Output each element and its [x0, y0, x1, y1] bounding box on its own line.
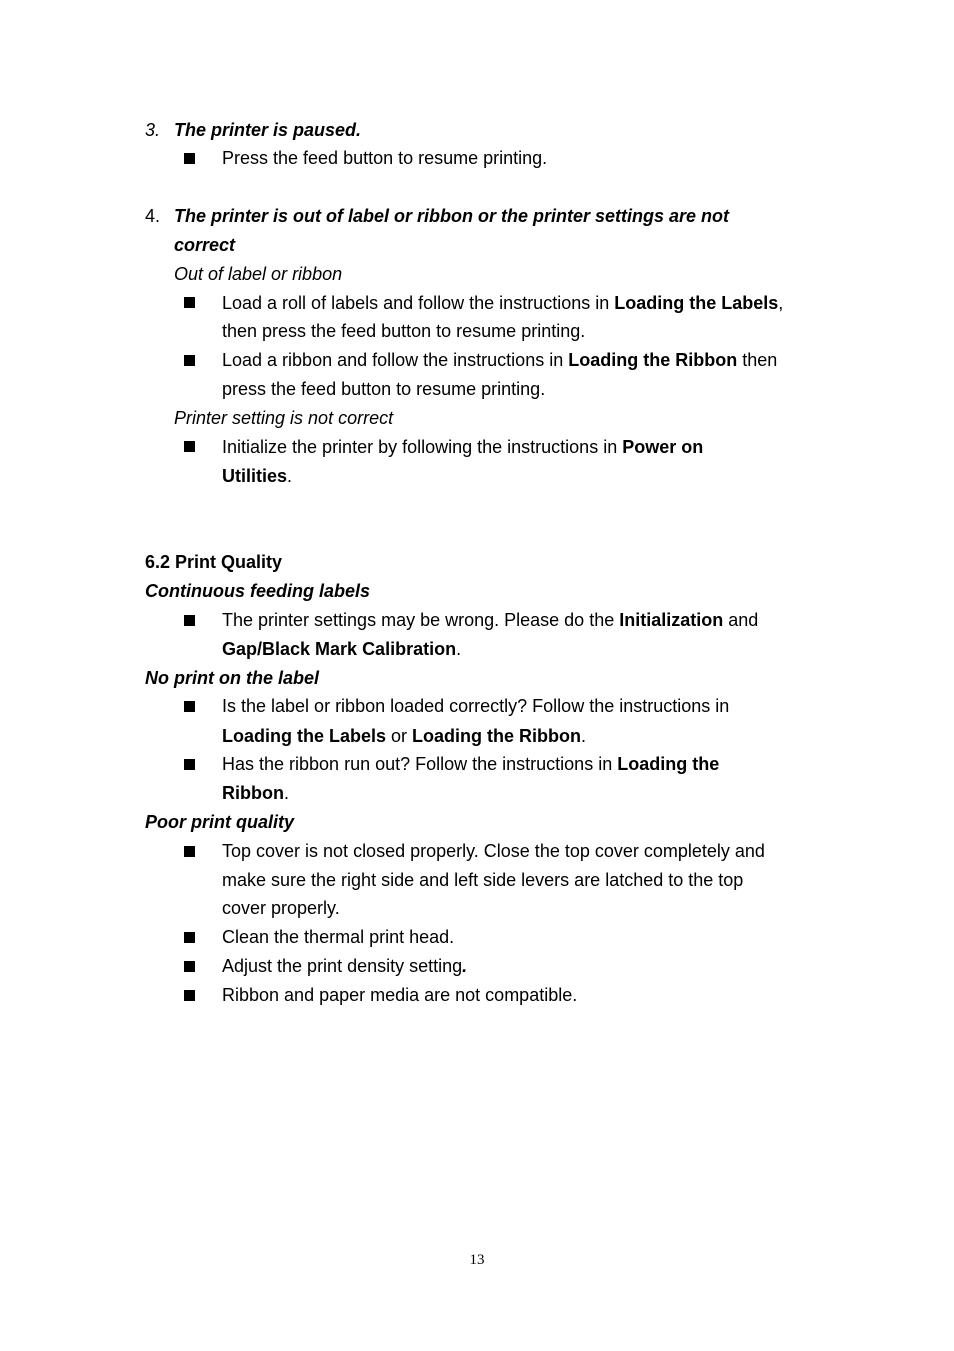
bullet-text: Press the feed button to resume printing. — [222, 148, 548, 168]
subheading-continuous-feeding: Continuous feeding labels — [145, 581, 371, 601]
bullet-text: Ribbon and paper media are not compatible. — [222, 985, 578, 1005]
bullet-text-cont: then press the feed button to resume printing. — [222, 321, 586, 341]
square-bullet-icon — [184, 153, 195, 164]
text-run: . — [581, 726, 587, 746]
square-bullet-icon — [184, 932, 195, 943]
square-bullet-icon — [184, 701, 195, 712]
item-number-4: 4. — [145, 206, 161, 226]
text-run: Initialize the printer by following the instructions in — [222, 437, 623, 457]
bullet-text-cont: make sure the right side and left side levers are latched to the top — [222, 870, 744, 890]
bold-reference: Ribbon — [222, 783, 284, 803]
text-run: Load a roll of labels and follow the instructions in — [222, 293, 615, 313]
square-bullet-icon — [184, 615, 195, 626]
text-run: . — [287, 466, 293, 486]
item-title-out-of-label-cont: correct — [174, 235, 236, 255]
text-run: and — [723, 610, 759, 630]
item-number-3: 3. — [145, 120, 161, 140]
bullet-text: Clean the thermal print head. — [222, 927, 455, 947]
square-bullet-icon — [184, 297, 195, 308]
subheading-poor-quality: Poor print quality — [145, 812, 295, 832]
item-title-out-of-label: The printer is out of label or ribbon or the printer settings are not — [174, 206, 730, 226]
text-run: . — [456, 639, 462, 659]
text-run: The printer settings may be wrong. Please do the — [222, 610, 620, 630]
text-run: or — [386, 726, 413, 746]
text-run: Adjust the print density setting — [222, 956, 463, 976]
bold-reference: Loading the Ribbon — [412, 726, 582, 746]
text-run: . — [462, 956, 468, 976]
bullet-text — [222, 292, 783, 314]
bullet-text-cont — [222, 638, 461, 660]
bullet-text — [222, 753, 719, 775]
text-run: . — [283, 783, 289, 803]
bullet-text-cont — [222, 782, 289, 804]
bullet-text — [222, 436, 703, 458]
section-heading: 6.2 Print Quality — [145, 552, 283, 572]
bullet-text-cont — [222, 725, 586, 747]
bullet-text-cont: cover properly. — [222, 898, 340, 918]
bold-reference: Loading the Labels — [614, 293, 779, 313]
bold-reference: Utilities — [222, 466, 288, 486]
square-bullet-icon — [184, 759, 195, 770]
bullet-text — [222, 349, 777, 371]
bullet-text: Top cover is not closed properly. Close the top cover completely and — [222, 841, 765, 861]
bullet-text-cont: press the feed button to resume printing. — [222, 379, 546, 399]
bold-reference: Loading the Ribbon — [568, 350, 738, 370]
square-bullet-icon — [184, 441, 195, 452]
bold-reference: Loading the Labels — [222, 726, 387, 746]
bullet-text: Is the label or ribbon loaded correctly? Follow the instructions in — [222, 696, 730, 716]
page-number: 13 — [469, 1252, 485, 1268]
subheading-printer-setting: Printer setting is not correct — [174, 408, 394, 428]
bullet-text-cont — [222, 465, 292, 487]
bold-reference: Power on — [622, 437, 704, 457]
bold-reference: Initialization — [619, 610, 724, 630]
bold-reference: Gap/Black Mark Calibration — [222, 639, 457, 659]
square-bullet-icon — [184, 961, 195, 972]
bullet-text — [222, 955, 467, 977]
subheading-out-of-label: Out of label or ribbon — [174, 264, 343, 284]
bold-reference: Loading the — [617, 754, 720, 774]
square-bullet-icon — [184, 990, 195, 1001]
square-bullet-icon — [184, 846, 195, 857]
text-run: then — [737, 350, 778, 370]
subheading-no-print: No print on the label — [145, 668, 319, 688]
bullet-text — [222, 609, 758, 631]
text-run: , — [778, 293, 784, 313]
square-bullet-icon — [184, 355, 195, 366]
text-run: Has the ribbon run out? Follow the instructions in — [222, 754, 618, 774]
text-run: Load a ribbon and follow the instructions in — [222, 350, 569, 370]
item-title-paused: The printer is paused. — [174, 120, 362, 140]
